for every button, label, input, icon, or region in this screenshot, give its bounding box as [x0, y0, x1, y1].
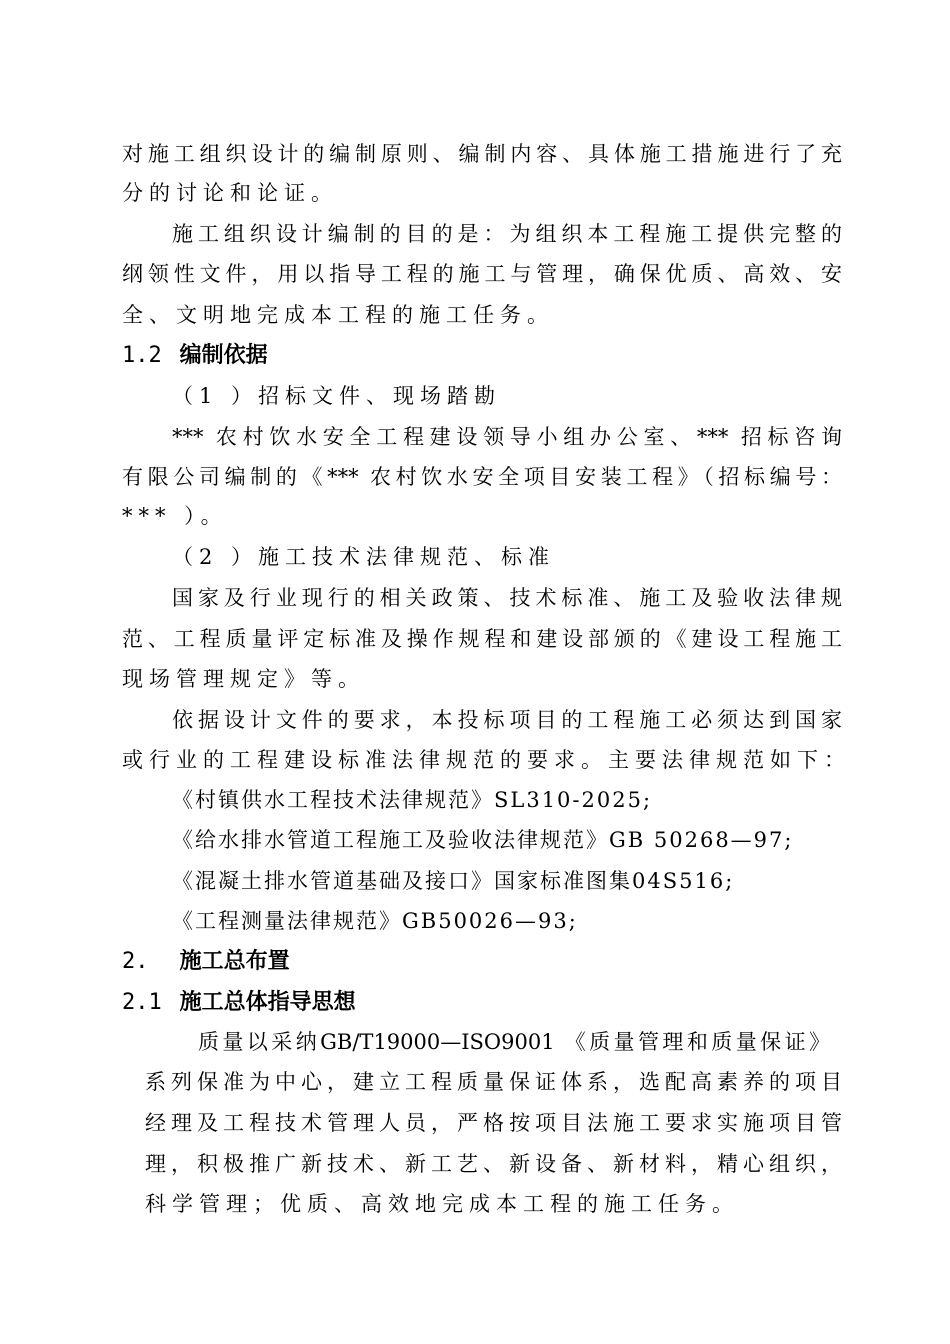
- standard-reference: 《给水排水管道工程施工及验收法律规范》GB 50268—97;: [172, 828, 794, 852]
- paragraph-line: 国家及行业现行的相关政策、技术标准、施工及验收法律规: [172, 586, 842, 610]
- paragraph-line: 科学管理；优质、高效地完成本工程的施工任务。: [145, 1192, 739, 1216]
- section-number: 2.1: [122, 990, 162, 1015]
- section-heading-1-2: [122, 340, 268, 371]
- paragraph-line: 范、工程质量评定标准及操作规程和建设部颁的《建设工程施工: [122, 627, 842, 651]
- standard-reference: 《混凝土排水管道基础及接口》国家标准图集04S516;: [172, 869, 735, 893]
- paragraph-line: 施工组织设计编制的目的是：为组织本工程施工提供完整的: [172, 222, 842, 246]
- paragraph-line: 经理及工程技术管理人员，严格按项目法施工要求实施项目管: [145, 1111, 842, 1135]
- section-title: 施工总布置: [179, 948, 290, 974]
- section-title: 施工总体指导思想: [179, 989, 356, 1015]
- section-heading-2-1: [122, 987, 356, 1018]
- paragraph-line: 分的讨论和论证。: [122, 181, 338, 205]
- standard-reference: 《村镇供水工程技术法律规范》SL310-2025;: [172, 788, 653, 812]
- section-number: 1.2: [122, 343, 162, 368]
- standard-reference: 《工程测量法律规范》GB50026—93;: [172, 909, 578, 933]
- section-number: 2.: [122, 949, 149, 974]
- paragraph-line: 全、文明地完成本工程的施工任务。: [122, 303, 554, 327]
- list-item-heading: （2 ）施工技术法律规范、标准: [172, 545, 556, 569]
- paragraph-line: 对施工组织设计的编制原则、编制内容、具体施工措施进行了充: [122, 142, 842, 166]
- paragraph-line: 系列保准为中心，建立工程质量保证体系，选配高素养的项目: [145, 1070, 842, 1094]
- list-item-heading: （1 ）招标文件、现场踏勘: [172, 384, 502, 408]
- paragraph-line: *** ）。: [122, 504, 228, 528]
- section-title: 编制依据: [179, 342, 268, 368]
- paragraph-line: *** 农村饮水安全工程建设领导小组办公室、*** 招标咨询: [172, 425, 842, 449]
- paragraph-line: 或行业的工程建设标准法律规范的要求。主要法律规范如下：: [122, 748, 851, 772]
- section-heading-2: [122, 946, 290, 977]
- paragraph-line: 质量以采纳GB/T19000—ISO9001 《质量管理和质量保证》: [198, 1030, 830, 1054]
- paragraph-line: 依据设计文件的要求，本投标项目的工程施工必须达到国家: [172, 708, 842, 732]
- paragraph-line: 纲领性文件，用以指导工程的施工与管理，确保优质、高效、安: [122, 262, 842, 286]
- paragraph-line: 有限公司编制的《*** 农村饮水安全项目安装工程》（招标编号：: [122, 465, 842, 489]
- paragraph-line: 理，积极推广新技术、新工艺、新设备、新材料，精心组织，: [145, 1152, 842, 1176]
- paragraph-line: 现场管理规定》等。: [122, 667, 365, 691]
